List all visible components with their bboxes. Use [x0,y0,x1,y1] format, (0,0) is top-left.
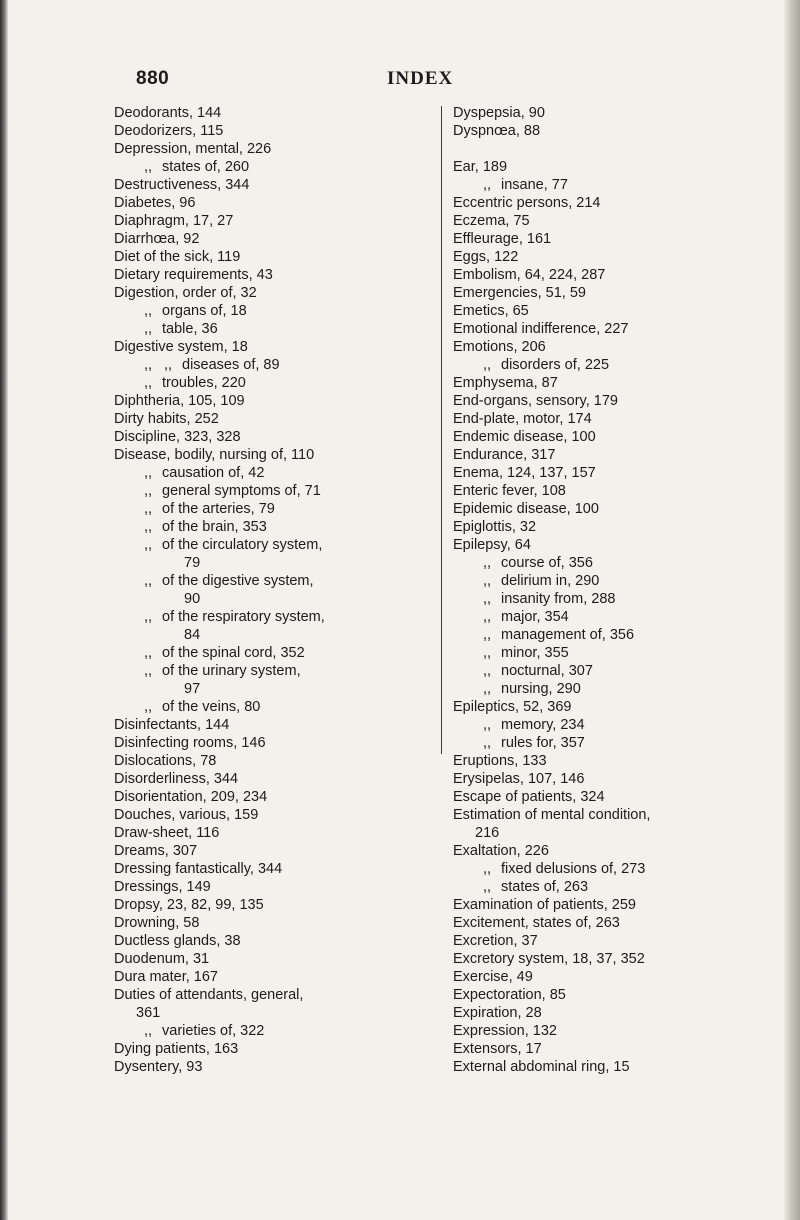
ditto-mark: ,, [483,861,492,877]
index-entry [114,410,444,428]
entry-text: troubles, 220 [162,375,246,391]
index-subentry [453,554,783,572]
index-subentry [114,608,444,644]
entry-text: Deodorizers, 115 [114,123,224,139]
index-entry [114,392,444,410]
index-entry [114,428,444,446]
ditto-mark: ,, [144,357,153,373]
entry-text: Diarrhœa, 92 [114,231,200,247]
index-entry [114,176,444,194]
entry-text: Enema, 124, 137, 157 [453,465,596,481]
entry-text: Duodenum, 31 [114,951,210,967]
index-entry [453,410,783,428]
entry-text: organs of, 18 [162,303,247,319]
entry-text: Diaphragm, 17, 27 [114,213,234,229]
entry-text: Emotional indifference, 227 [453,321,629,337]
ditto-mark: ,, [144,501,153,517]
ditto-mark: ,, [144,483,153,499]
ditto-mark: ,, [483,555,492,571]
entry-text: of the circulatory system, [162,537,323,553]
entry-text: Epileptics, 52, 369 [453,699,572,715]
entry-text: Digestion, order of, 32 [114,285,257,301]
entry-text: Digestive system, 18 [114,339,248,355]
entry-text: Embolism, 64, 224, 287 [453,267,606,283]
entry-text: Ductless glands, 38 [114,933,241,949]
index-entry [453,986,783,1004]
index-subentry [114,464,444,482]
index-subentry [114,536,444,572]
entry-text: End-organs, sensory, 179 [453,393,618,409]
index-column-left [114,104,444,1076]
index-entry [114,338,444,356]
ditto-mark: ,, [144,321,153,337]
entry-text: Endemic disease, 100 [453,429,596,445]
entry-text: Dura mater, 167 [114,969,218,985]
index-subentry [453,644,783,662]
entry-text: Disinfecting rooms, 146 [114,735,266,751]
entry-text: of the digestive system, [162,573,314,589]
index-entry [114,986,444,1022]
index-subentry [114,356,444,374]
section-gap [453,140,783,158]
index-entry [114,752,444,770]
ditto-mark: ,, [144,537,153,553]
ditto-mark: ,, [144,699,153,715]
entry-text: general symptoms of, 71 [162,483,321,499]
entry-text: Escape of patients, 324 [453,789,605,805]
entry-text: Dying patients, 163 [114,1041,239,1057]
entry-text: Dreams, 307 [114,843,198,859]
index-subentry [114,500,444,518]
entry-continuation: 216 [475,825,500,841]
ditto-mark: ,, [483,591,492,607]
entry-text: Exaltation, 226 [453,843,549,859]
entry-text: Excretion, 37 [453,933,538,949]
index-entry [114,266,444,284]
ditto-mark: ,, [144,375,153,391]
index-subentry [453,716,783,734]
entry-continuation: 90 [184,591,201,607]
index-entry [453,104,783,122]
ditto-mark: ,, [483,627,492,643]
ditto-mark: ,, [483,681,492,697]
entry-text: Dysentery, 93 [114,1059,203,1075]
ditto-mark: ,, [144,1023,153,1039]
entry-text: Exercise, 49 [453,969,533,985]
index-entry [114,194,444,212]
entry-text: Emphysema, 87 [453,375,558,391]
index-entry [453,320,783,338]
entry-text: nocturnal, 307 [501,663,593,679]
index-entry [114,446,444,464]
index-entry [114,932,444,950]
index-entry [114,1058,444,1076]
index-entry [114,950,444,968]
entry-text: Extensors, 17 [453,1041,542,1057]
entry-text: Estimation of mental condition, [453,807,651,823]
index-entry [453,464,783,482]
index-entry [114,860,444,878]
ditto-mark: ,, [144,645,153,661]
entry-text: causation of, 42 [162,465,265,481]
index-entry [453,842,783,860]
index-subentry [453,608,783,626]
entry-text: states of, 260 [162,159,250,175]
entry-text: Dyspepsia, 90 [453,105,545,121]
ditto-mark: ,, [483,735,492,751]
entry-text: Diabetes, 96 [114,195,196,211]
page-edge [784,0,800,1220]
entry-text: diseases of, 89 [182,357,280,373]
index-entry [114,140,444,158]
index-entry [453,1058,783,1076]
index-entry [453,500,783,518]
entry-text: Expectoration, 85 [453,987,566,1003]
index-entry [114,806,444,824]
entry-text: Dislocations, 78 [114,753,217,769]
index-entry [453,194,783,212]
entry-continuation: 361 [136,1005,161,1021]
ditto-mark: ,, [144,303,153,319]
entry-text: Epiglottis, 32 [453,519,537,535]
ditto-mark: ,, [483,177,492,193]
ditto-mark: ,, [483,717,492,733]
index-subentry [453,572,783,590]
index-entry [453,896,783,914]
index-entry [453,428,783,446]
index-subentry [453,878,783,896]
entry-text: insanity from, 288 [501,591,616,607]
entry-text: Expression, 132 [453,1023,557,1039]
index-entry [453,212,783,230]
index-subentry [114,662,444,698]
index-entry [453,806,783,842]
entry-text: Disorderliness, 344 [114,771,239,787]
index-entry [453,482,783,500]
entry-text: of the brain, 353 [162,519,267,535]
index-entry [114,896,444,914]
index-subentry [114,482,444,500]
index-entry [114,1040,444,1058]
column-divider [441,106,442,754]
index-entry [453,914,783,932]
entry-text: of the urinary system, [162,663,301,679]
index-entry [114,770,444,788]
index-entry [453,158,783,176]
entry-text: Eggs, 122 [453,249,519,265]
entry-text: Dressing fantastically, 344 [114,861,283,877]
index-entry [453,248,783,266]
entry-text: Destructiveness, 344 [114,177,250,193]
entry-text: delirium in, 290 [501,573,600,589]
index-entry [114,914,444,932]
index-entry [453,770,783,788]
entry-text: of the veins, 80 [162,699,261,715]
entry-text: minor, 355 [501,645,569,661]
entry-continuation: 84 [184,627,201,643]
entry-text: Epidemic disease, 100 [453,501,599,517]
entry-text: Effleurage, 161 [453,231,552,247]
ditto-mark: ,, [483,879,492,895]
entry-text: Ear, 189 [453,159,508,175]
entry-text: Erysipelas, 107, 146 [453,771,585,787]
entry-text: Emergencies, 51, 59 [453,285,586,301]
entry-text: Drowning, 58 [114,915,200,931]
entry-text: states of, 263 [501,879,589,895]
index-entry [453,932,783,950]
entry-text: Dirty habits, 252 [114,411,219,427]
index-entry [114,734,444,752]
index-subentry [453,626,783,644]
index-subentry [114,698,444,716]
ditto-mark: ,, [144,519,153,535]
index-entry [114,122,444,140]
entry-text: memory, 234 [501,717,585,733]
entry-text: Dressings, 149 [114,879,211,895]
entry-text: Disease, bodily, nursing of, 110 [114,447,315,463]
index-entry [453,1040,783,1058]
index-subentry [114,1022,444,1040]
entry-text: Douches, various, 159 [114,807,259,823]
entry-text: Depression, mental, 226 [114,141,272,157]
index-entry [453,698,783,716]
index-subentry [114,302,444,320]
index-entry [453,392,783,410]
entry-text: Dietary requirements, 43 [114,267,273,283]
index-subentry [114,320,444,338]
ditto-mark: ,, [483,357,492,373]
entry-text: Draw-sheet, 116 [114,825,220,841]
index-entry [453,1022,783,1040]
entry-text: Deodorants, 144 [114,105,222,121]
index-entry [114,104,444,122]
index-entry [453,536,783,554]
index-subentry [453,356,783,374]
index-subentry [453,680,783,698]
index-subentry [114,374,444,392]
index-entry [114,284,444,302]
entry-text: Diet of the sick, 119 [114,249,241,265]
entry-text: Enteric fever, 108 [453,483,566,499]
page-header [136,68,666,94]
index-subentry [453,860,783,878]
entry-text: Emetics, 65 [453,303,529,319]
entry-text: insane, 77 [501,177,568,193]
index-entry [453,266,783,284]
index-subentry [114,158,444,176]
entry-continuation: 97 [184,681,201,697]
entry-text: of the spinal cord, 352 [162,645,305,661]
ditto-mark: ,, [483,663,492,679]
entry-continuation: 79 [184,555,201,571]
entry-text: of the respiratory system, [162,609,325,625]
index-subentry [453,176,783,194]
entry-text: course of, 356 [501,555,593,571]
index-entry [114,230,444,248]
index-entry [453,752,783,770]
index-entry [114,248,444,266]
index-entry [114,788,444,806]
entry-text: Eruptions, 133 [453,753,547,769]
entry-text: Excretory system, 18, 37, 352 [453,951,645,967]
index-subentry [114,644,444,662]
ditto-mark: ,, [483,645,492,661]
index-entry [114,968,444,986]
index-subentry [114,572,444,608]
index-entry [114,878,444,896]
entry-text: Examination of patients, 259 [453,897,636,913]
entry-text: Eccentric persons, 214 [453,195,601,211]
ditto-mark: ,, [144,465,153,481]
index-entry [453,968,783,986]
index-entry [453,230,783,248]
entry-text: End-plate, motor, 174 [453,411,592,427]
entry-text: Disinfectants, 144 [114,717,230,733]
entry-text: table, 36 [162,321,218,337]
entry-text: Emotions, 206 [453,339,546,355]
entry-text: nursing, 290 [501,681,581,697]
index-entry [114,212,444,230]
entry-text: Duties of attendants, general, [114,987,304,1003]
index-entry [453,788,783,806]
ditto-mark: ,, [144,663,153,679]
page-title: INDEX [387,68,454,89]
index-entry [453,1004,783,1022]
entry-text: of the arteries, 79 [162,501,275,517]
index-entry [453,284,783,302]
entry-text: Excitement, states of, 263 [453,915,620,931]
index-entry [453,446,783,464]
entry-text: Dropsy, 23, 82, 99, 135 [114,897,264,913]
entry-text: Endurance, 317 [453,447,556,463]
entry-text: Expiration, 28 [453,1005,542,1021]
entry-text: fixed delusions of, 273 [501,861,646,877]
index-entry [114,842,444,860]
entry-text: management of, 356 [501,627,635,643]
entry-text: Eczema, 75 [453,213,530,229]
ditto-mark: ,, [164,357,173,373]
entry-text: rules for, 357 [501,735,585,751]
index-entry [114,824,444,842]
index-subentry [114,518,444,536]
ditto-mark: ,, [483,573,492,589]
entry-text: Discipline, 323, 328 [114,429,241,445]
entry-text: varieties of, 322 [162,1023,265,1039]
index-entry [114,716,444,734]
index-entry [453,302,783,320]
ditto-mark: ,, [144,159,153,175]
index-entry [453,518,783,536]
page-number: 880 [136,68,170,89]
entry-text: major, 354 [501,609,569,625]
page-binding-shadow [0,0,8,1220]
index-entry [453,338,783,356]
index-subentry [453,734,783,752]
entry-text: Diphtheria, 105, 109 [114,393,245,409]
index-subentry [453,662,783,680]
entry-text: Dyspnœa, 88 [453,123,541,139]
index-column-right [453,104,783,1076]
ditto-mark: ,, [144,573,153,589]
entry-text: Epilepsy, 64 [453,537,531,553]
entry-text: External abdominal ring, 15 [453,1059,630,1075]
index-entry [453,374,783,392]
ditto-mark: ,, [144,609,153,625]
index-entry [453,122,783,140]
entry-text: Disorientation, 209, 234 [114,789,268,805]
entry-text: disorders of, 225 [501,357,610,373]
index-subentry [453,590,783,608]
ditto-mark: ,, [483,609,492,625]
index-entry [453,950,783,968]
